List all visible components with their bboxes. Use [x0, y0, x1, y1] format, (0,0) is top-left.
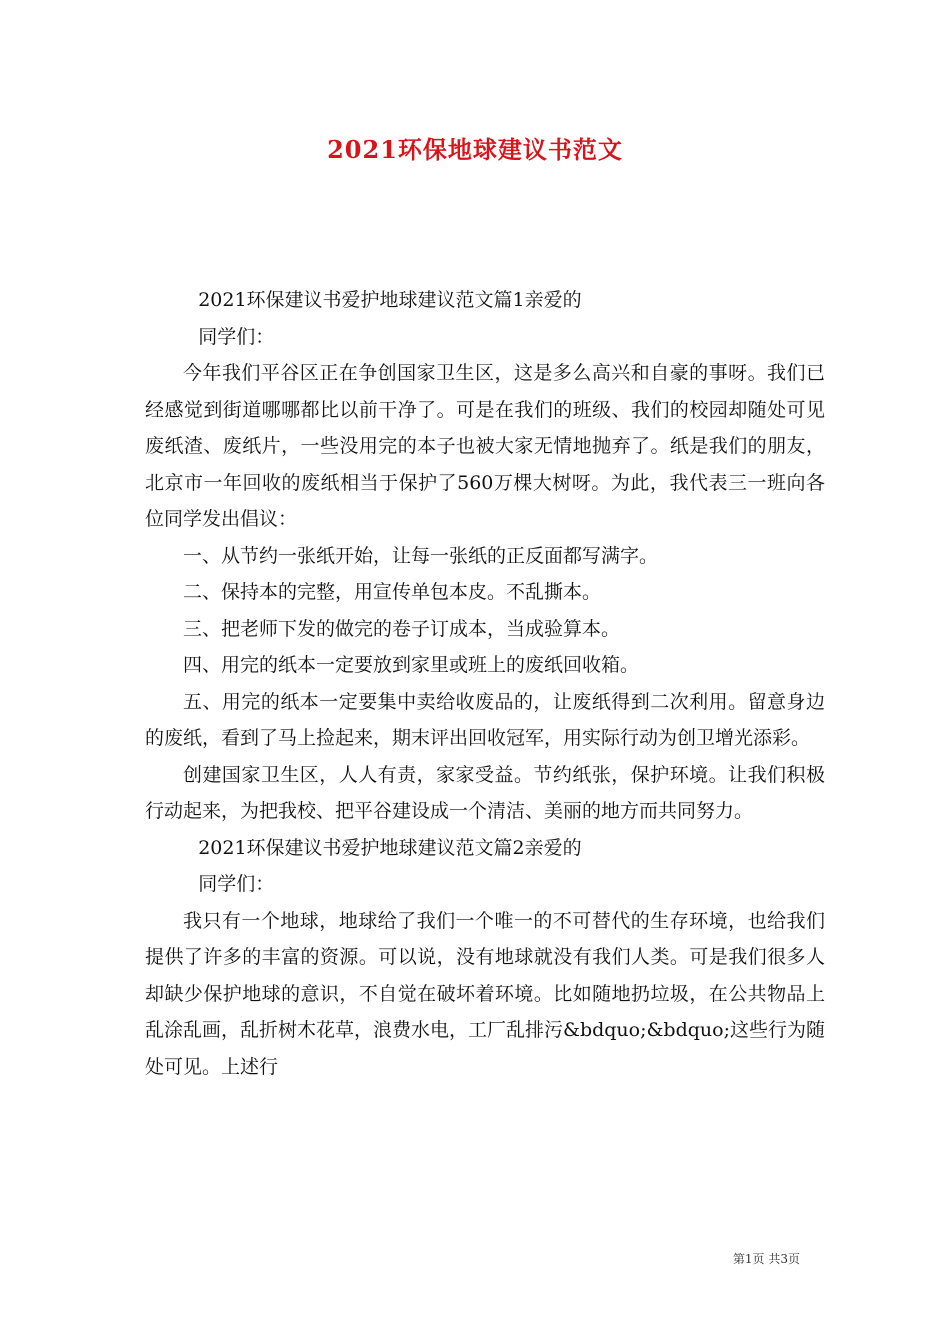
paragraph: 二、保持本的完整，用宣传单包本皮。不乱撕本。 [183, 581, 602, 603]
paragraph: 一、从节约一张纸开始，让每一张纸的正反面都写满字。 [183, 544, 659, 567]
salutation-1: 同学们： [198, 325, 275, 348]
paragraph: 创建国家卫生区，人人有责，家家受益。节约纸张，保护环境。让我们积极行动起来，为把我校、把平谷建设成一个清洁、美丽的地方而共同努力。 [145, 763, 825, 822]
page-footer: 第1页 共3页 [732, 1252, 800, 1266]
salutation-2: 同学们： [198, 873, 275, 895]
paragraph: 四、用完的纸本一定要放到家里或班上的废纸回收箱。 [183, 654, 640, 676]
paragraph: 五、用完的纸本一定要集中卖给收废品的，让废纸得到二次利用。留意身边的废纸，看到了马上捡起来，期末评出回收冠军，用实际行动为创卫增光添彩。 [145, 690, 825, 749]
section-heading-2: 2021环保建议书爱护地球建议范文篇2亲爱的 [198, 836, 582, 859]
paragraph: 今年我们平谷区正在争创国家卫生区，这是多么高兴和自豪的事呀。我们已经感觉到街道哪哪都比以前干净了。可是在我们的班级、我们的校园却随处可见废纸渣、废纸片，一些没用完的本子也被大家无情地抛弃了。纸是我们的朋友，北京市一年回收的废纸相当于保护了560万棵大树呀。为此，我代表三一班向各位同学发出倡议： [145, 362, 825, 530]
document-body [145, 282, 825, 1085]
page-title: 2021环保地球建议书范文 [327, 135, 623, 164]
paragraph: 我只有一个地球，地球给了我们一个唯一的不可替代的生存环境，也给我们提供了许多的丰富的资源。可以说，没有地球就没有我们人类。可是我们很多人却缺少保护地球的意识，不自觉在破坏着环境。比如随地扔垃圾，在公共物品上乱涂乱画，乱折树木花草，浪费水电，工厂乱排污&bdquo;&bdquo;这些行为随处可见。上述行 [145, 909, 825, 1078]
paragraph: 三、把老师下发的做完的卷子订成本，当成验算本。 [183, 617, 621, 640]
section-heading-1: 2021环保建议书爱护地球建议范文篇1亲爱的 [198, 289, 582, 311]
